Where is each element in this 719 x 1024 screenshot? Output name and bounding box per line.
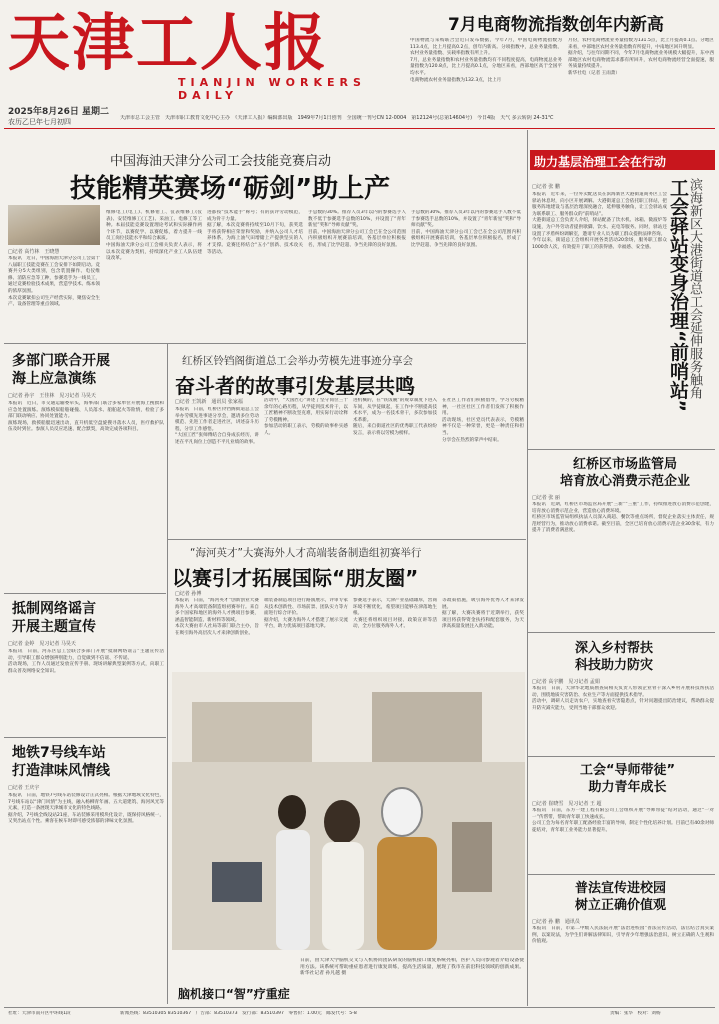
left-art1-byline: □记者 孙宇 王佳林 见习记者 马昊天	[8, 393, 96, 399]
masthead-title: 天津工人报	[8, 6, 329, 79]
feature-col-3: 进机械的，在“铁饭碗”的规章制度下进入车间，从学徒做起，在工作中不断提高技术水平，成为一名技术骨干，多次参加技术革新。 随后，来自街道社区的优秀职工代表纷纷发言，表示将以劳模为榜样。	[353, 398, 437, 436]
left-art3-title: 地铁7号线车站 打造津味风情线	[12, 745, 110, 779]
top-story-title: 7月电商物流指数创年内新高	[448, 15, 664, 35]
footer-left: 社址：天津市南开区中环线1段	[8, 1011, 71, 1016]
right-banner-body: 本报讯 近年来，一位外卖配送员在滨海新区大港街道商务区工会驿站休息时，向小区开展调解。大港街道总工会依托职工驿站，把服务阵地建设与基层治理深度融合，延伸服务触角，让工会驿站成为联系职工、服务群众的“前哨站”。 大港街道总工会负责人介绍，驿站配备了饮水机、冰箱、微波炉等设施，为户外劳动者提供歇脚、饮水、充电等服务。同时，驿站还设置了矛盾纠纷调解室，邀请专业人员为职工群众提供法律咨询。 今年以来，街道总工会组织开展各类活动20余场，服务职工群众1000余人次，有效提升了职工的获得感、幸福感、安全感。	[532, 192, 667, 250]
masthead-lunar: 农历乙巳年七月初四	[8, 118, 71, 126]
right-art4-title: 工会“导师带徒” 助力青年成长	[580, 763, 676, 795]
talent-col-1: 本报讯 日前，“海河英才”创新创业大赛海外人才高端装备制造组初赛举行。来自多个国家和地区的海外人才携项目参赛，涵盖智能制造、新材料等领域。 本次大赛由市人社局等部门联合主办，旨在吸引海外高层次人才来津创新创业。	[175, 598, 259, 636]
right-art3-title: 深入乡村帮扶 科技助力防灾	[575, 641, 654, 673]
masthead-date: 2025年8月26日 星期二	[8, 107, 109, 117]
top-story-body-right: 月份，农村电商物流业务量指数为131.5点，比上月提高0.1点。分地区来看，中部地区农村业务量指数有所提升，中南地区回升明显。 据介绍，与往年同期不同，今年7月电商物流业务规模大幅提升，东中西部地区农村电商物流需求都有所回升，农村电商物流经营全面提速，服务质量持续提升。 新华社电（记者 王雨萧）	[568, 38, 714, 76]
masthead-title-en: TIANJIN WORKERS DAILY	[178, 76, 366, 102]
masthead	[8, 8, 403, 104]
left-art3-body: 本报讯 日前，地铁7号线车站装修设计正式亮相。根据天津地域文化特色，7号线车站以“津门风情”为主线，融入杨柳青年画、五大道建筑、海河风光等元素，打造一条展现天津城市文化的特色线路。 据介绍，7号线全线设站21座，车站装修采用模块化设计，既保持风格统一，又突出站点个性。乘客在候车时即可感受浓郁的津味文化氛围。	[8, 793, 164, 825]
lead-col-3: 进都按“技术能手”称号；有的获评劳动模范，成为骨干力量。 据了解，本次竞赛将持续至10月下旬，获奖选手将获得相应荣誉和奖励，并纳入公司人才培养体系，为海上油气田增储上产提供坚实的人才支撑。竞赛还将结合“五小”创新、技术攻关等活动。	[207, 210, 303, 255]
lead-header-graphic	[8, 205, 100, 245]
photo-caption-text: 日前，由天津大学脑机交叉与人机协同团队研发的脑机接口康复系统亮相，医护人员向参观者介绍设备使用方法。该系统可帮助重症患者进行康复训练，提高生活质量，展现了我市在前沿科技领域的创新成果。新华社记者 孙凡越 摄	[300, 958, 524, 977]
feature-col-4: 在社区工作者们积极倡导，学习劳模精神，一社区社区工作者们发挥了积极作用。 活动现场，社区党员代表表示，劳模精神不仅是一种荣誉，更是一种责任和担当。 分享会在热烈的掌声中结束。	[442, 398, 524, 443]
right-art5-body: 本报讯 日前，市第二中级人民法院开展“法治进校园”普法宣传活动，法官结合真实案例，以案说法，为学生们讲解法律知识，引导青少年增强法治意识，树立正确的人生观和价值观。	[532, 926, 714, 945]
feature-byline: □记者 王凯新 通讯员 张家福	[175, 399, 243, 405]
feature-col-2: 活动中，“大国匠心”讲述了坚守岗位三十余年的心路历程，从学徒到技术骨干，以工匠精神不断攻坚克难，用实际行动诠释了劳模精神。 参加活动的职工表示，劳模的故事朴实感人。	[264, 398, 348, 436]
lead-col-2: 维修电工(电工)、机修钳工、仪表维修工(仪表)、安装维修工(工艺)、采油工、电修工等工种。本届技能竞赛设置理论考试和实际操作两个环节，以赛促学、以赛促练，着力提升一线员工岗位技能水平和综合素质。 中国海油天津分公司工会相关负责人表示，将以本次竞赛为契机，持续深化产业工人队伍建设改革。	[106, 210, 202, 262]
right-art4-body: 本报讯 日前，东方一建工程有限公司工会组织开展“导师带徒”结对活动，通过“一对一”传帮带，帮助青年职工快速成长。 公司工会为每名青年职工配备经验丰富的导师，制定个性化培养计划。目前已有40余对师徒结对，青年职工业务能力显著提升。	[532, 808, 714, 833]
photo-scene	[172, 672, 525, 950]
left-art2-title: 抵制网络谣言 开展主题宣传	[12, 601, 96, 635]
right-art4-byline: □记者 崔晓雪 见习记者 王 超	[532, 801, 602, 807]
feature-kicker: 红桥区铃铛阁街道总工会举办劳模先进事迹分享会	[182, 355, 413, 367]
masthead-info-line: 天津市总工会主管 天津市职工教育文化中心主办 《天津工人报》编辑部出版 1949年7月1日创刊 全国统一刊号CN 12-0004 第12124号(总第14604号) 今日4版 天气 多云转阴 24-31℃	[120, 115, 554, 121]
right-banner-byline: □记者 张 鹏	[532, 184, 560, 190]
left-art1-title: 多部门联合开展 海上应急演练	[12, 353, 110, 387]
feature-title: 奋斗者的故事引发基层共鸣	[175, 374, 415, 398]
right-art2-body: 本报讯 近期，红桥区市场监管局开展“三新”“三重”工作，持续推进放心消费示范创建，培育放心消费示范企业，营造放心消费环境。 红桥区市场监管局组织执法人员深入商超、餐饮等重点场所，督促企业落实主体责任，规范经营行为，推动放心消费承诺。截至目前，全区已培育放心消费示范企业30余家，有力提升了消费者满意度。	[532, 502, 714, 534]
left-art2-byline: □记者 金婷 见习记者 马昊天	[8, 641, 76, 647]
lead-col-4: 手总数的30%。推荐人员3年以内的参赛选手人数不低于参赛选手总数的10%，并设置了“青年新星”奖和“导师贡献”奖。 目前，中国海油天津分公司工会已在全公司范围内积极组织开展赛前培训，各基层单位积极报名，形成了比学赶超、争当先锋的良好氛围。	[308, 210, 406, 248]
lead-col-5: 手总数的30%。推荐人员3年以内的参赛选手人数不低于参赛选手总数的10%，并设置了“青年新星”奖和“导师贡献”奖。 目前，中国海油天津分公司工会已在全公司范围内积极组织开展赛前培训，各基层单位积极报名，形成了比学赶超、争当先锋的良好氛围。	[411, 210, 521, 248]
lead-kicker: 中国海油天津分公司工会技能竞赛启动	[110, 154, 332, 169]
left-art3-byline: □记者 王庆宇	[8, 785, 40, 791]
left-art2-body: 本报讯 日前，河东区总工会联合多部门开展“抵制网络谣言”主题宣传活动，引导职工群众增强辨别能力，自觉做到不信谣、不传谣。 活动现场，工作人员通过发放宣传手册、现场讲解典型案例等方式，向职工群众普及网络安全知识。	[8, 649, 164, 674]
right-vertical-kicker: 滨海新区大港街道总工会延伸服务触角	[687, 178, 702, 399]
left-art1-body: 本报讯 近日，市交通运输委牵头，海事部门联合多家单位开展海上搜救和应急处置演练。演练模拟船舶碰撞、人员落水、船舶起火等险情，检验了多部门联动响应、协同处置能力。 演练现场，救援船艇迅速出动，直升机低空盘旋搜寻落水人员，医疗救护队伍及时到位。参演人员反应迅速、配合默契，高效完成各项科目。	[8, 401, 164, 433]
right-art3-byline: □记者 高宇鹏 见习记者 孟娟	[532, 679, 600, 685]
photo-caption-title: 脑机接口“智”疗重症	[178, 987, 290, 1001]
talent-col-4: 等政策措施，吸引海外优秀人才来津发展。 据了解，大赛决赛将于近期举行，获奖项目将获得资金扶持和配套服务，为天津高质量发展注入新动能。	[442, 598, 524, 630]
lead-title: 技能精英赛场“砺剑”助上产	[70, 174, 391, 204]
right-art5-byline: □记者 孙 鹏 通讯员	[532, 919, 580, 925]
news-photo	[172, 672, 525, 950]
right-art2-title: 红桥区市场监管局 培育放心消费示范企业	[560, 457, 691, 489]
top-story-body-left: 中国物流与采购联合会近日发布数据，今年7月，中国电商物流指数为113.4点，比上月提高0.2点，创年内新高。分项指数中，总业务量指数、农村业务量指数、实载率指数有所上升。 7月，总业务量指数和农村业务量指数均有不同程度提高，电商物流总业务量指数为120.8点，比上月提高0.1点，分地区来看，西部地区高于全国平均水平。 电商物流农村业务量指数为132.3点，比上月	[410, 38, 562, 83]
talent-title: 以赛引才拓展国际“朋友圈”	[172, 566, 419, 590]
footer-middle: 新闻热线：83510305 83510367 广告部：83510373 发行部：83510397 零售价：1.00元 邮发代号：5-8	[120, 1011, 357, 1016]
right-art3-body: 本报讯 日前，天津华北地质勘查局相关负责人带领企业骨干深入乡村开展科技帮扶活动，围绕地质灾害防治、农业生产等方面提供技术指导。 活动中，调研人员走访农户，实地查看灾害隐患点，针对问题提出防治建议，帮助群众提升防灾减灾能力，受到当地干部群众欢迎。	[532, 686, 714, 711]
lead-byline: □记者 高竹林 王晓慧	[8, 249, 60, 255]
talent-kicker: “海河英才”大赛海外人才高端装备制造组初赛举行	[190, 547, 422, 559]
right-vertical-title: 工会驿站变身治理“前哨站”	[667, 178, 689, 412]
right-banner: 助力基层治理工会在行动	[530, 150, 715, 170]
talent-col-3: 参赛选手表示，天津产业基础雄厚，营商环境不断优化，希望项目能够在津落地生根。 大赛还将组织项目对接、政策宣讲等活动，全方位服务海外人才。	[353, 598, 437, 630]
feature-col-1: 本报讯 日前，红桥区铃铛阁街道总工会举办劳模先进事迹分享会，邀请多位劳动模范、先进工作者走进社区，讲述奋斗历程，分享工作感悟。 “大国工匠”张师傅结合自身成长经历，讲述在平凡岗位上创造不平凡业绩的故事。	[175, 407, 259, 445]
talent-byline: □记者 孙博	[175, 591, 202, 597]
footer-right: 责编：张华 校对：刘杨	[610, 1011, 661, 1016]
right-art2-byline: □记者 张 丽	[532, 495, 560, 501]
talent-col-2: 端装备制造项目进行路演展示，评审专家从技术创新性、市场前景、团队实力等方面进行综合评价。 据介绍，大赛为海外人才搭建了展示交流平台，助力优质项目落地天津。	[264, 598, 348, 630]
lead-col-1: 本报讯 近日，中国海油天津分公司工会第十八届职工技能竞赛在工会安排下如期启动。竞赛共分5大类组别，包含装置操作、电仪维修、消防应急等工种，参赛选手为一线员工，通过竞赛检验技术成果，营造学技术、练本领的浓厚氛围。 本次竞赛紧扣公司生产经营实际，聚焦安全生产、设备管理等重点领域。	[8, 256, 100, 308]
right-art5-title: 普法宣传进校园 树立正确价值观	[575, 881, 667, 913]
